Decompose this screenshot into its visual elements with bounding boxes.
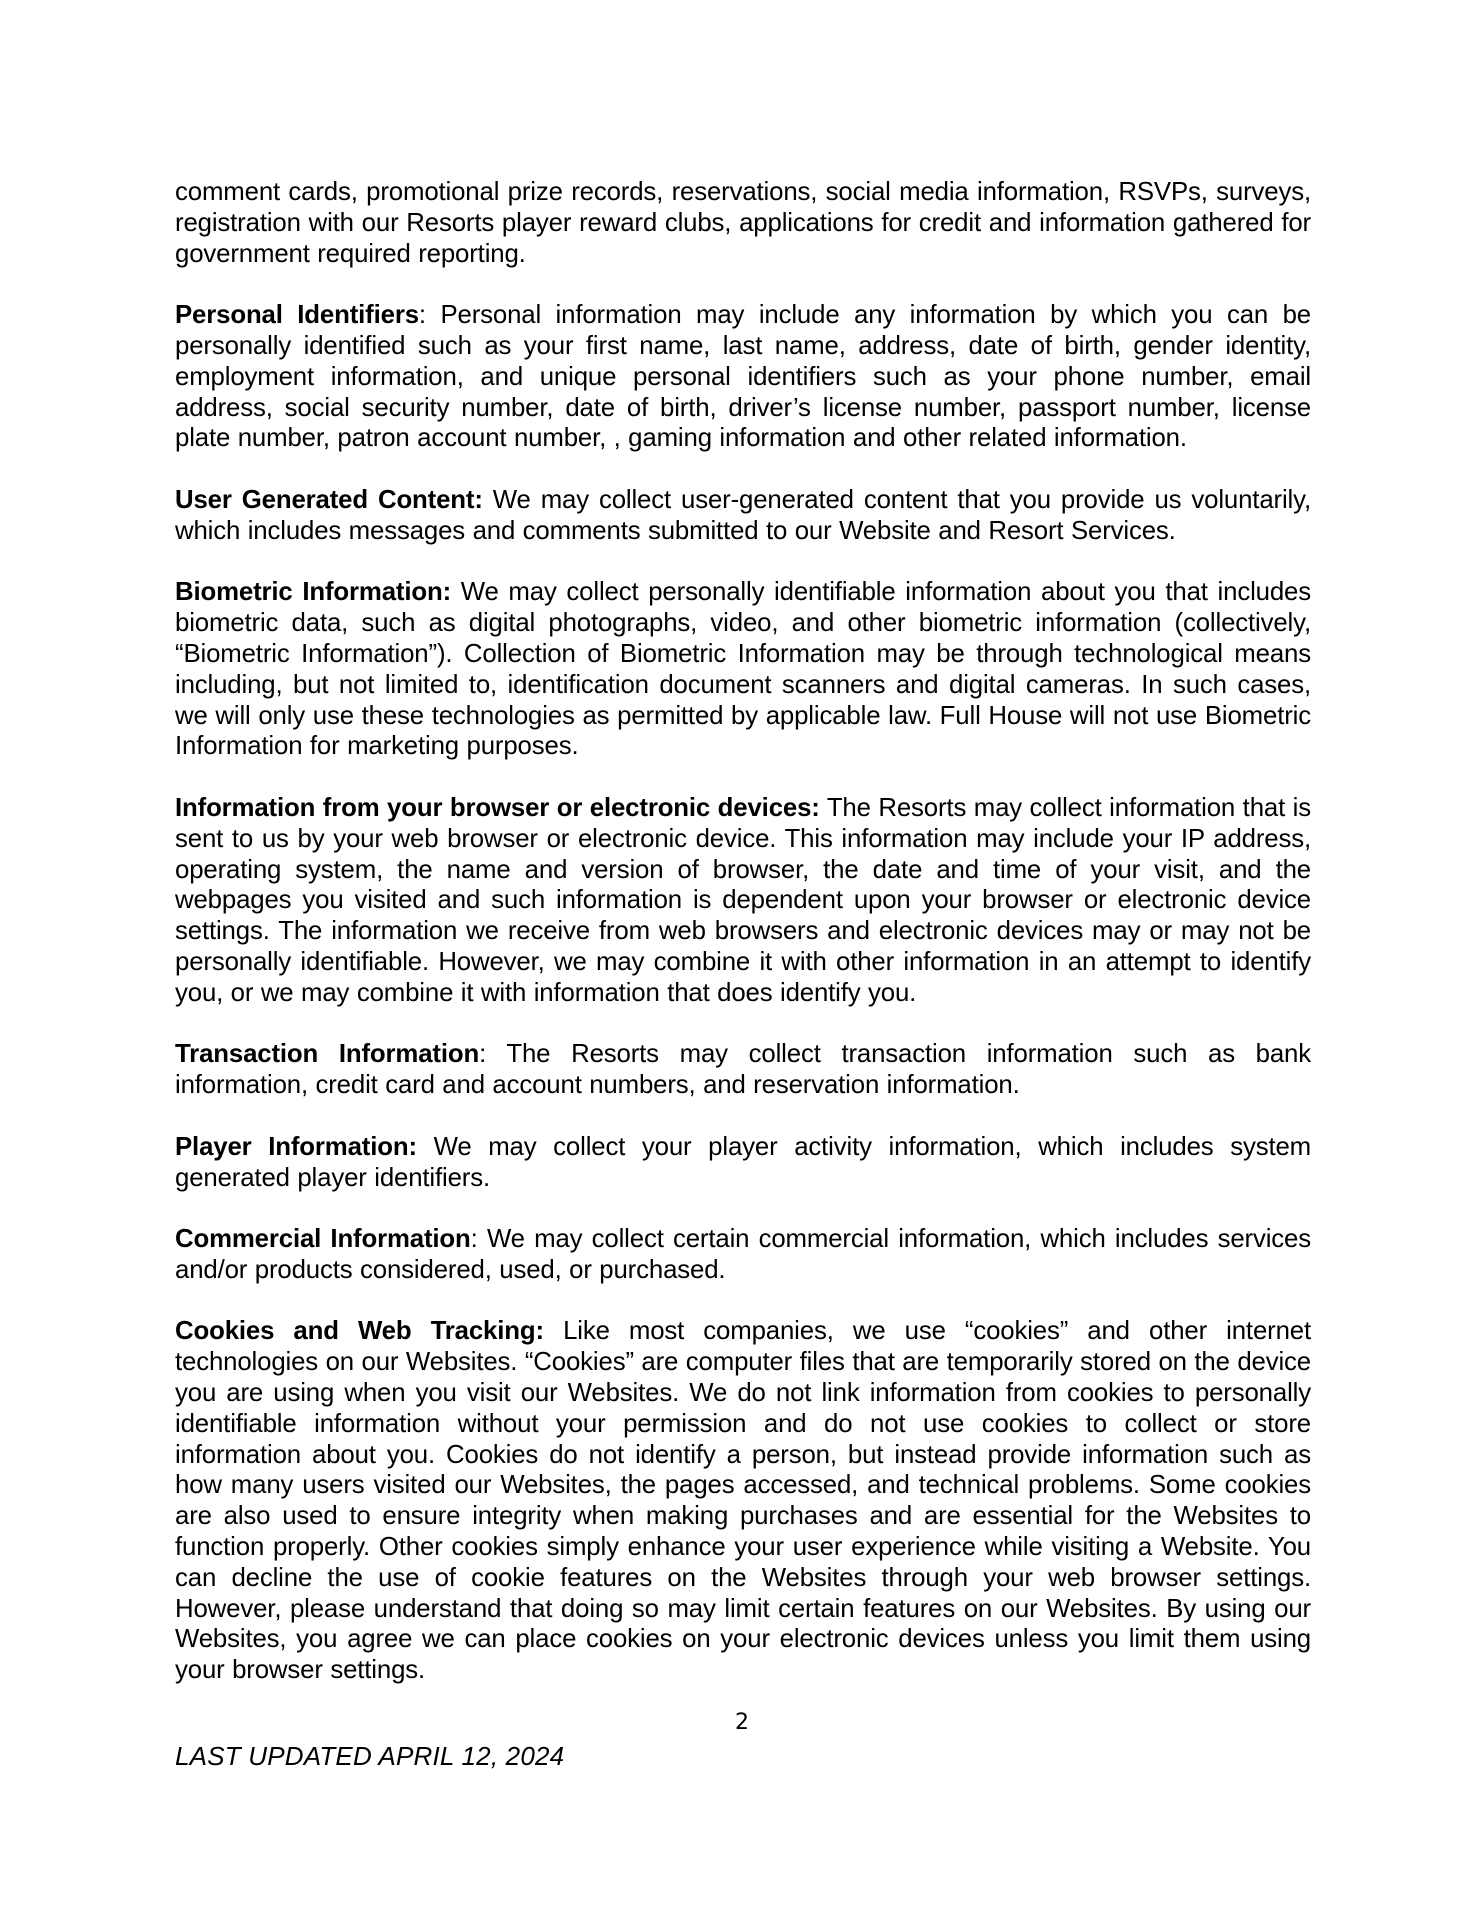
paragraph-heading: Cookies and Web Tracking: [175,1317,544,1346]
paragraph-text: We may collect personally identifiable information about you that includes biometric data, such as digital photographs, video, and other biometric information (collectively, “Biometric Information”). Collection of Biometric Information may be through technological means including, but not limited to, identification document scanners and digital cameras. In such cases, we will only use these technologies as permitted by applicable law. Full House will not use Biometric Information for marketing purposes. [175,578,1311,761]
paragraph-heading: Transaction Information [175,1040,480,1069]
paragraph-text: Personal information may include any information by which you can be personally identified such as your first name, last name, address, date of birth, gender identity, employment information, and unique personal identifiers such as your phone number, email address, social security number, date of birth, driver’s license number, passport number, license plate number, patron account number, , gaming information and other related information. [175,301,1311,453]
paragraph-heading: Biometric Information: [175,578,452,607]
paragraph-text: The Resorts may collect transaction information such as bank information, credit card and account numbers, and reservation information. [175,1040,1311,1100]
paragraph-browser-device-information [175,793,1311,1009]
heading-separator [544,1317,563,1345]
paragraph-heading: Information from your browser or electronic devices: [175,793,820,822]
heading-separator: : [479,1040,507,1069]
paragraph-heading: Player Information: [175,1132,417,1161]
paragraph-text: The Resorts may collect information that is sent to us by your web browser or electronic device. This information may include your IP address, operating system, the name and version of browser, the date and time of your visit, and the webpages you visited and such information is dependent upon your browser or electronic device settings. The information we receive from web browsers and electronic devices may or may not be personally identifiable. However, we may combine it with other information in an attempt to identify you, or we may combine it with information that does identify you. [175,793,1311,1007]
paragraph-commercial-information [175,1224,1311,1286]
heading-separator [483,486,493,514]
last-updated-footer: LAST UPDATED APRIL 12, 2024 [175,1741,565,1771]
document-body [175,177,1311,1717]
paragraph-player-information [175,1132,1311,1194]
paragraph-text: We may collect user-generated content that you provide us voluntarily, which includes messages and comments submitted to our Website and Resort Services. [175,485,1311,545]
paragraph-text: comment cards, promotional prize records, reservations, social media information, RSVPs, surveys, registration with our Resorts player reward clubs, applications for credit and information gathered for government required reporting. [175,178,1311,268]
paragraph-intro-continued [175,177,1311,269]
paragraph-text: We may collect your player activity information, which includes system generated player identifiers. [175,1132,1312,1192]
paragraph-heading: Personal Identifiers [175,301,419,330]
heading-separator [417,1133,434,1161]
paragraph-transaction-information [175,1039,1311,1101]
page-number: 2 [735,1710,749,1735]
paragraph-personal-identifiers [175,300,1311,454]
paragraph-user-generated-content [175,485,1311,547]
paragraph-text: We may collect certain commercial information, which includes services and/or products considered, used, or purchased. [175,1225,1311,1284]
heading-separator [451,578,461,606]
paragraph-cookies-web-tracking [175,1316,1311,1686]
paragraph-heading: Commercial Information [175,1225,471,1254]
paragraph-heading: User Generated Content: [175,485,483,514]
heading-separator: : [418,301,441,330]
paragraph-text: Like most companies, we use “cookies” and other internet technologies on our Websites. “Cookies” are computer files that are temporarily stored on the device you are using when you visit our Websites. We do not link information from cookies to personally identifiable information without your permission and do not use cookies to collect or store information about you. Cookies do not identify a person, but instead provide information such as how many users visited our Websites, the pages accessed, and technical problems. Some cookies are also used to ensure integrity when making purchases and are essential for the Websites to function properly. Other cookies simply enhance your user experience while visiting a Website. You can decline the use of cookie features on the Websites through your web browser settings. However, please understand that doing so may limit certain features on our Websites. By using our Websites, you agree we can place cookies on your electronic devices unless you limit them using your browser settings. [175,1317,1311,1685]
paragraph-biometric-information [175,577,1311,762]
heading-separator: : [470,1225,487,1254]
heading-separator [820,794,827,822]
